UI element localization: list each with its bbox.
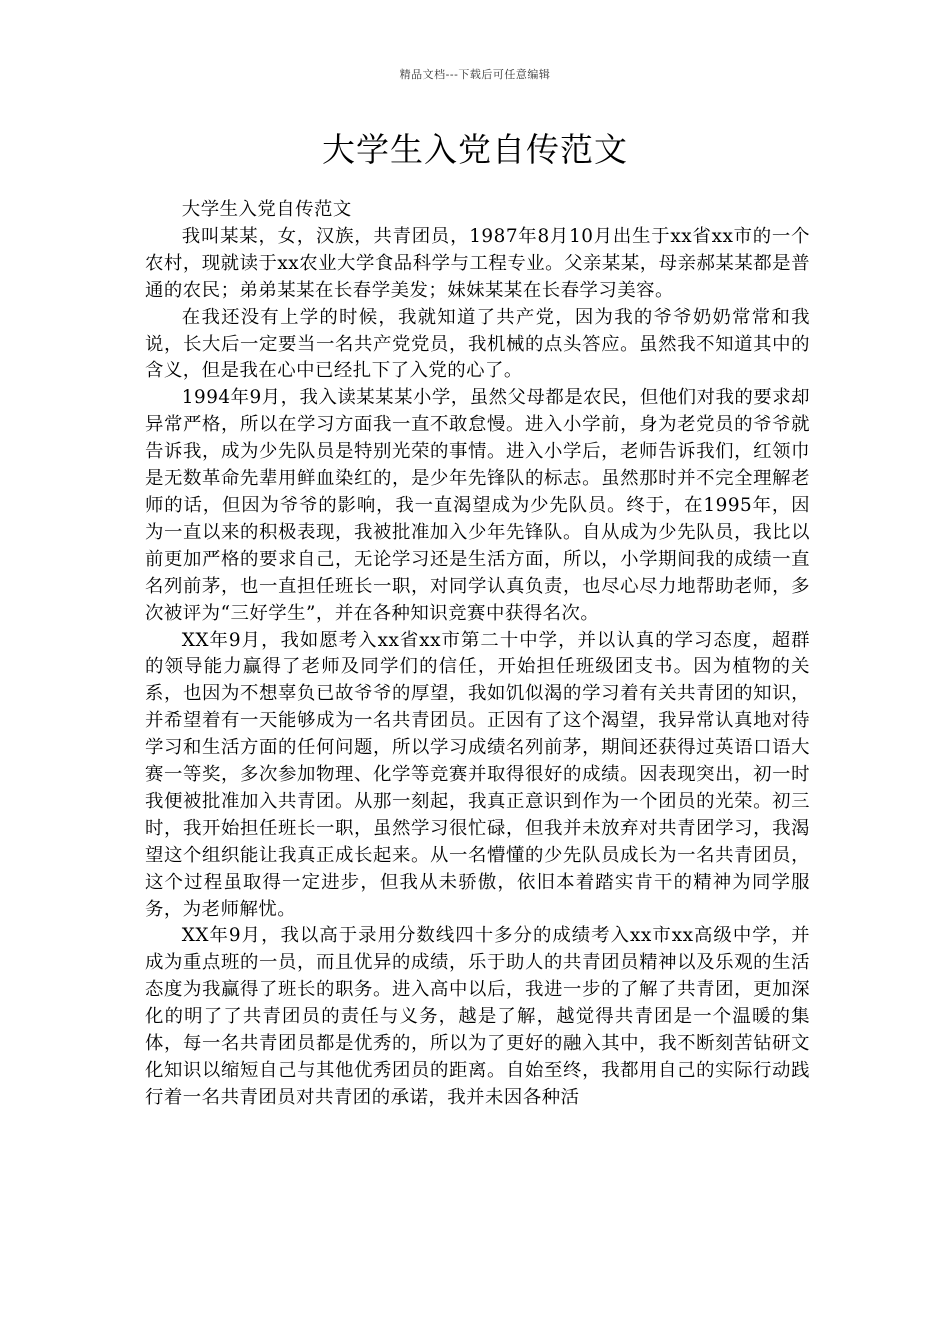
paragraph-middle-school: XX年9月，我如愿考入xx省xx市第二十中学，并以认真的学习态度，超群的领导能力赢得了老师及同学们的信任，开始担任班级团支书。因为植物的关系，也因为不想辜负已故爷爷的厚望，我如饥似渴的学习着有关共青团的知识，并希望着有一天能够成为一名共青团员。正因有了这个渴望，我异常认真地对待学习和生活方面的任何问题，所以学习成绩名列前茅，期间还获得过英语口语大赛一等奖，多次参加物理、化学等竞赛并取得很好的成绩。因表现突出，初一时我便被批准加入共青团。从那一刻起，我真正意识到作为一个团员的光荣。初三时，我开始担任班长一职，虽然学习很忙碌，但我并未放弃对共青团学习，我渴望这个组织能让我真正成长起来。从一名懵懂的少先队员成长为一名共青团员，这个过程虽取得一定进步，但我从未骄傲，依旧本着踏实肯干的精神为同学服务，为老师解忧。	[145, 629, 810, 920]
document-title: 大学生入党自传范文	[322, 130, 628, 169]
paragraph-introduction: 我叫某某，女，汉族，共青团员，1987年8月10月出生于xx省xx市的一个农村，现就读于xx农业大学食品科学与工程专业。父亲某某，母亲郝某某都是普通的农民；弟弟某某在长春学美发；妹妹某某在长春学习美容。	[145, 225, 810, 301]
document-body	[145, 197, 810, 1112]
paragraph-subtitle: 大学生入党自传范文	[181, 199, 352, 220]
paragraph-childhood: 在我还没有上学的时候，我就知道了共产党，因为我的爷爷奶奶常常和我说，长大后一定要当一名共产党党员，我机械的点头答应。虽然我不知道其中的含义，但是我在心中已经扎下了入党的心了。	[145, 306, 810, 382]
paragraph-primary-school: 1994年9月，我入读某某某小学，虽然父母都是农民，但他们对我的要求却异常严格，所以在学习方面我一直不敢怠慢。进入小学前，身为老党员的爷爷就告诉我，成为少先队员是特别光荣的事情。进入小学后，老师告诉我们，红领巾是无数革命先辈用鲜血染红的，是少年先锋队的标志。虽然那时并不完全理解老师的话，但因为爷爷的影响，我一直渴望成为少先队员。终于，在1995年，因为一直以来的积极表现，我被批准加入少年先锋队。自从成为少先队员，我比以前更加严格的要求自己，无论学习还是生活方面，所以，小学期间我的成绩一直名列前茅，也一直担任班长一职，对同学认真负责，也尽心尽力地帮助老师，多次被评为“三好学生”，并在各种知识竞赛中获得名次。	[145, 387, 810, 624]
paragraph-high-school: XX年9月，我以高于录用分数线四十多分的成绩考入xx市xx高级中学，并成为重点班的一员，而且优异的成绩，乐于助人的共青团员精神以及乐观的生活态度为我赢得了班长的职务。进入高中以后，我进一步的了解了共青团，更加深化的明了了共青团员的责任与义务，越是了解，越觉得共青团是一个温暖的集体，每一名共青团员都是优秀的，所以为了更好的融入其中，我不断刻苦钻研文化知识以缩短自己与其他优秀团员的距离。自始至终，我都用自己的实际行动践行着一名共青团员对共青团的承诺，我并未因各种活	[145, 925, 810, 1108]
page-header-note: 精品文档---下载后可任意编辑	[399, 68, 551, 81]
